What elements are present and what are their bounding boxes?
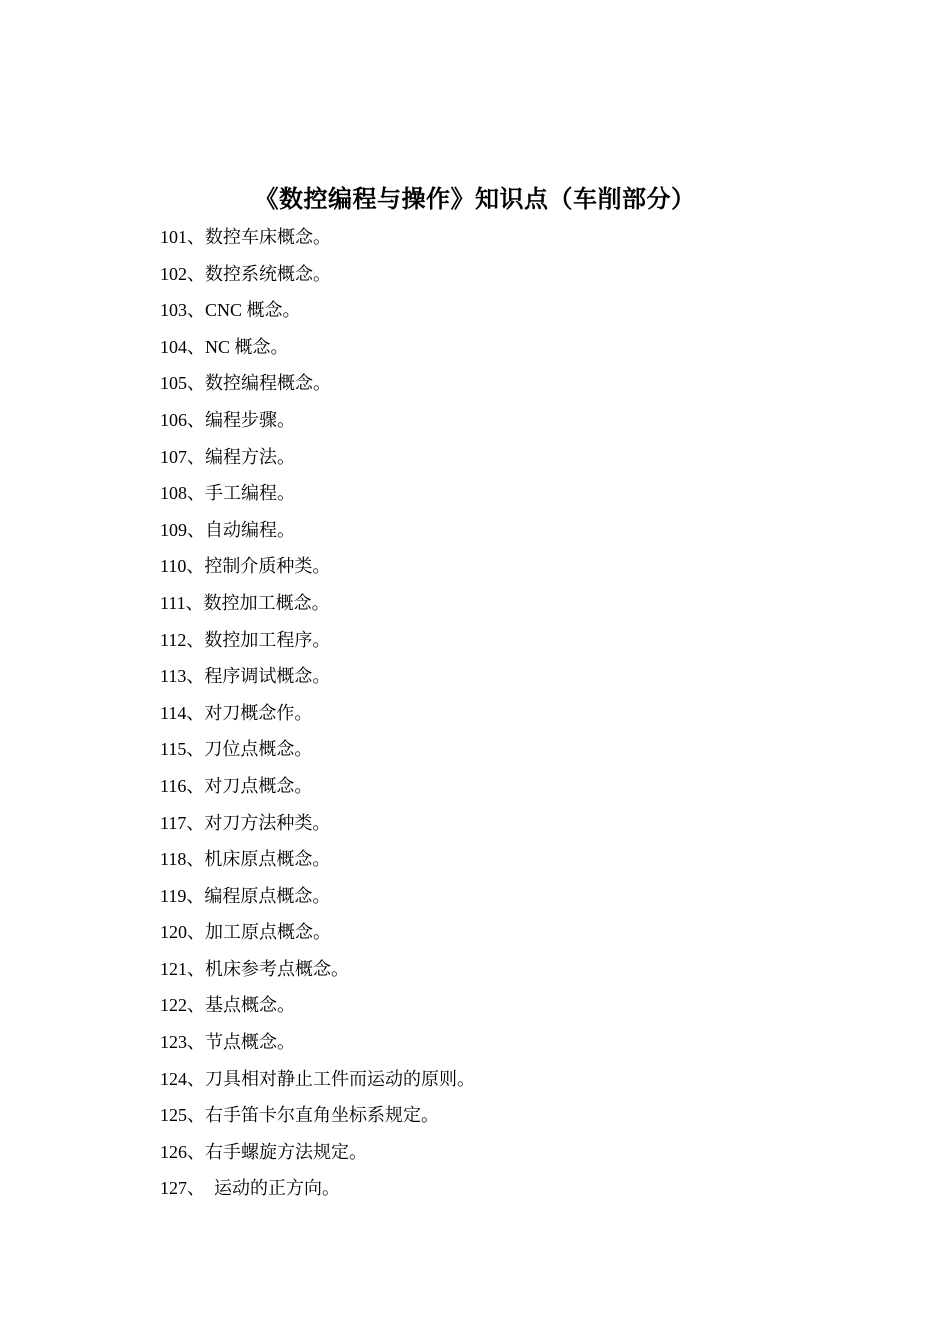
list-item: 118、机床原点概念。 [160, 849, 331, 870]
list-item: 116、对刀点概念。 [160, 775, 313, 796]
list-item: 114、对刀概念作。 [160, 702, 313, 723]
list-item: 103、CNC 概念。 [160, 300, 301, 321]
list-item: 109、自动编程。 [160, 519, 295, 540]
list-item: 107、编程方法。 [160, 446, 295, 467]
list-item: 102、数控系统概念。 [160, 263, 331, 284]
list-item: 122、基点概念。 [160, 995, 295, 1016]
list-item: 124、刀具相对静止工件而运动的原则。 [160, 1068, 475, 1089]
list-item: 123、节点概念。 [160, 1032, 295, 1053]
list-item: 113、程序调试概念。 [160, 666, 331, 687]
list-item: 120、加工原点概念。 [160, 922, 331, 943]
document-title: 《数控编程与操作》知识点（车削部分） [254, 187, 696, 213]
list-item: 108、手工编程。 [160, 483, 295, 504]
list-item: 127、 运动的正方向。 [160, 1178, 340, 1199]
list-item: 112、数控加工程序。 [160, 629, 331, 650]
list-item: 121、机床参考点概念。 [160, 958, 349, 979]
list-item: 104、NC 概念。 [160, 336, 289, 357]
list-item: 111、数控加工概念。 [160, 592, 330, 613]
list-item: 106、编程步骤。 [160, 409, 295, 430]
list-item: 119、编程原点概念。 [160, 885, 331, 906]
list-item: 115、刀位点概念。 [160, 739, 313, 760]
list-item: 101、数控车床概念。 [160, 227, 331, 247]
knowledge-point-list [160, 222, 475, 1210]
list-item: 125、右手笛卡尔直角坐标系规定。 [160, 1105, 439, 1126]
list-item: 117、对刀方法种类。 [160, 812, 331, 833]
list-item: 110、控制介质种类。 [160, 556, 331, 577]
list-item: 105、数控编程概念。 [160, 373, 331, 394]
list-item: 126、右手螺旋方法规定。 [160, 1141, 367, 1162]
